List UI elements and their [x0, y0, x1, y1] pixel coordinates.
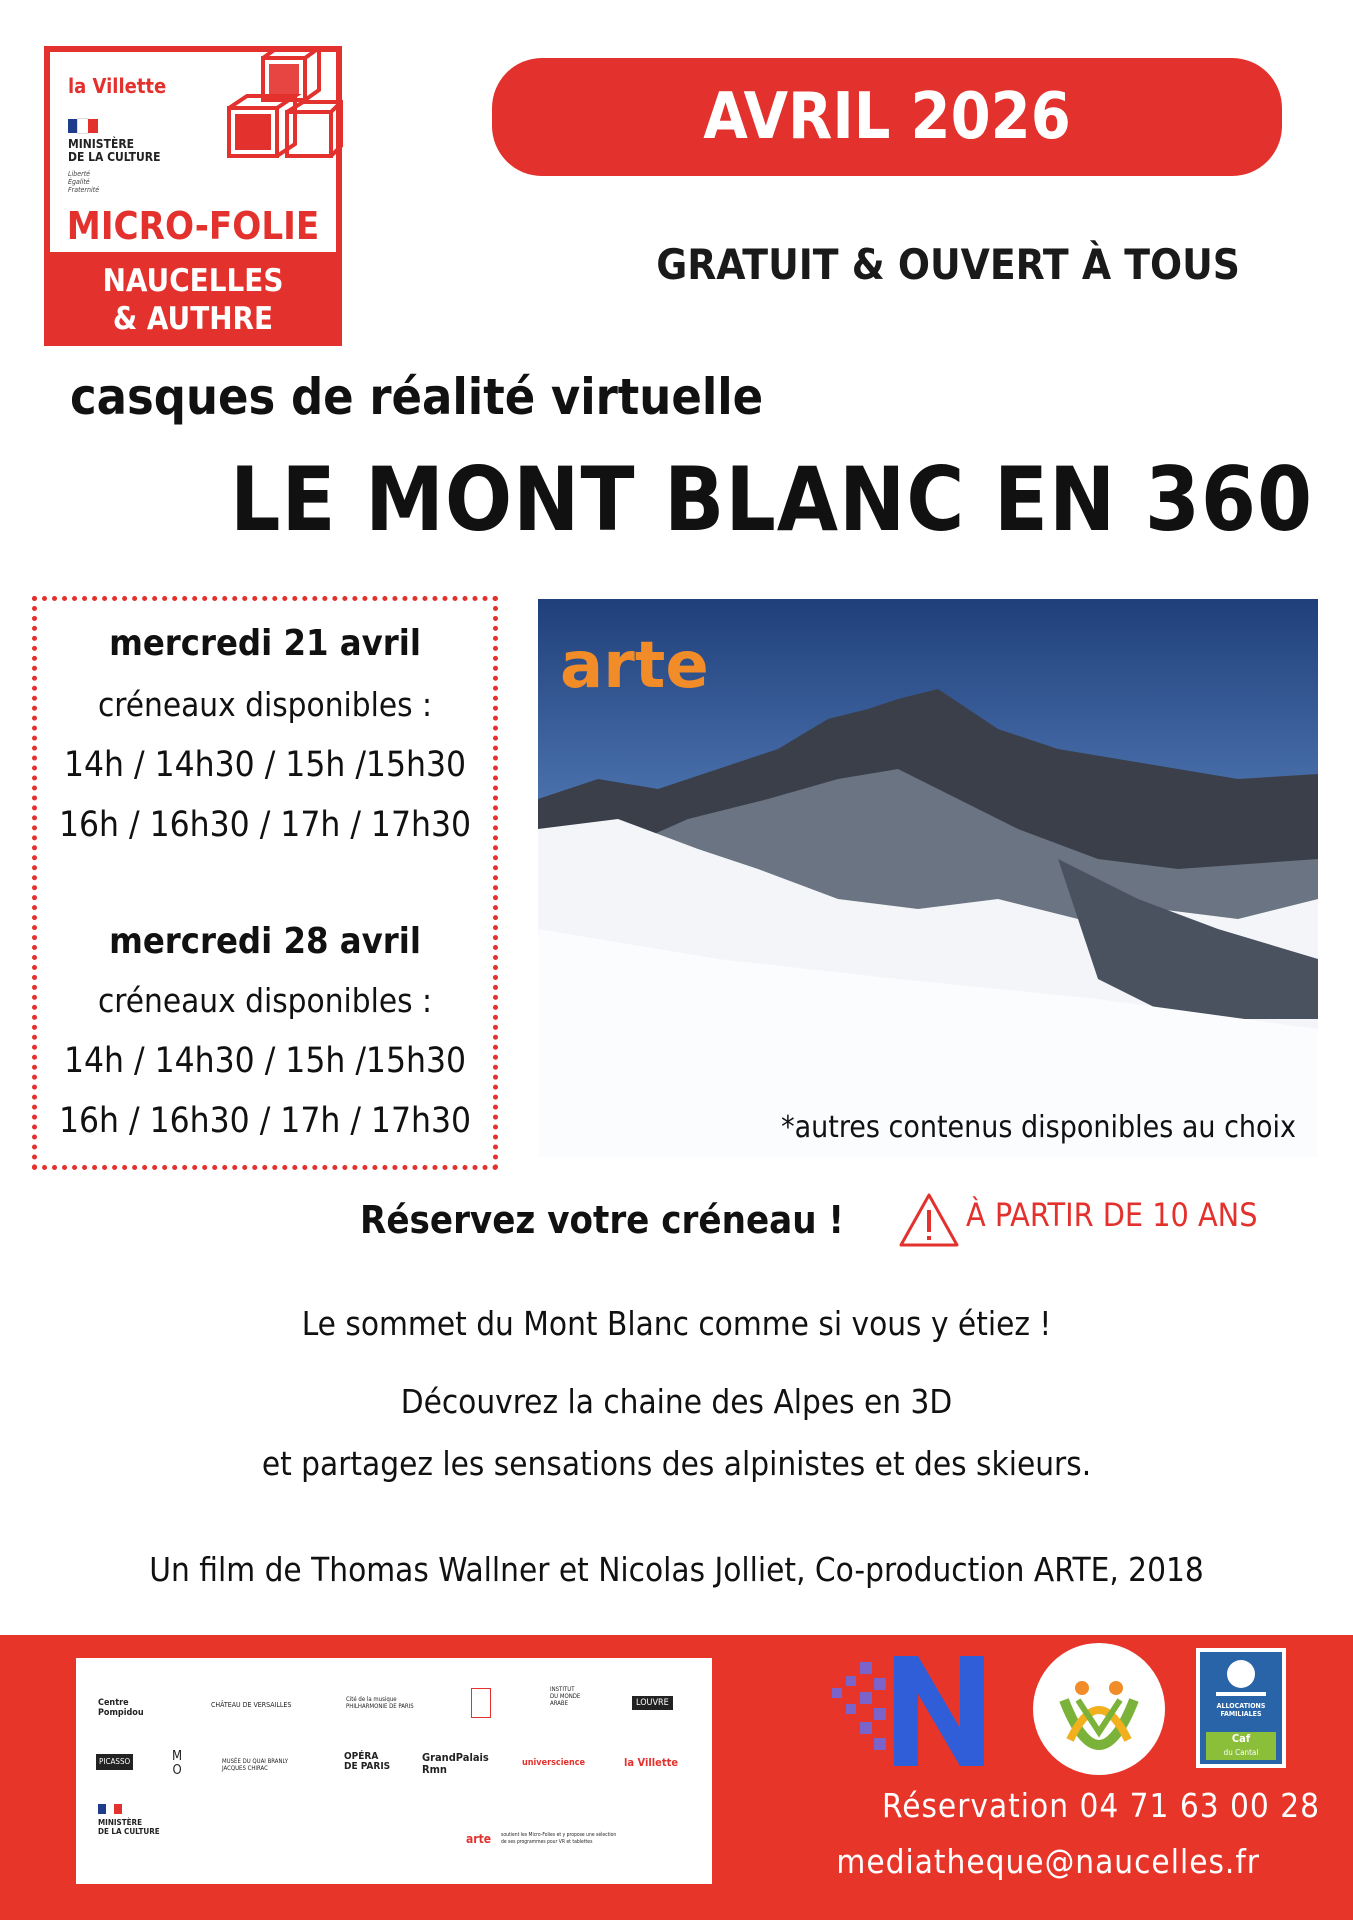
naucelles-line1: NAUCELLES	[102, 263, 284, 299]
schedule-slots: 16h / 16h30 / 17h / 17h30	[58, 1101, 472, 1141]
arte-brand-text: arte	[560, 629, 709, 703]
naucelles-line2: & AUTHRE	[112, 301, 274, 337]
ima-logo: INSTITUT DU MONDE ARABE	[550, 1686, 581, 1707]
grand-palais-logo: GrandPalais Rmn	[422, 1751, 489, 1776]
devise-label: Liberté Égalité Fraternité	[68, 170, 100, 194]
versailles-logo: CHÂTEAU DE VERSAILLES	[211, 1701, 292, 1709]
arte-logo	[560, 629, 709, 703]
louvre-logo: LOUVRE	[632, 1696, 673, 1710]
description-line: Le sommet du Mont Blanc comme si vous y étiez !	[301, 1304, 1052, 1343]
age-restriction-label: À PARTIR DE 10 ANS	[966, 1196, 1258, 1234]
french-flag-icon	[98, 1804, 122, 1814]
reserve-call-to-action: Réservez votre créneau !	[360, 1198, 845, 1242]
centre-social-logo	[1030, 1640, 1168, 1778]
description-line: Découvrez la chaine des Alpes en 3D	[400, 1382, 953, 1421]
subtitle: casques de réalité virtuelle	[70, 368, 764, 426]
philharmonie-logo: Cité de la musique PHILHARMONIE DE PARIS	[346, 1696, 414, 1710]
caf-region: du Cantal	[1223, 1748, 1259, 1757]
mont-blanc-photo	[538, 599, 1318, 1157]
partners-logo-panel	[76, 1658, 712, 1884]
page-title: LE MONT BLANC EN 360	[230, 448, 1314, 551]
schedule-label: créneaux disponibles :	[97, 981, 433, 1020]
caf-brand: Caf	[1231, 1732, 1251, 1745]
micro-folie-logo	[44, 46, 342, 346]
cubes-icon	[225, 52, 343, 176]
schedule-day: mercredi 21 avril	[109, 623, 421, 664]
arte-partner-note: soutient les Micro-Folies et y propose une sélection de ses programmes pour VR et tablettes	[501, 1832, 617, 1845]
gratuit-label: GRATUIT & OUVERT À TOUS	[656, 240, 1240, 289]
arte-partner-logo: arte	[466, 1832, 492, 1846]
la-villette-logo: la Villette	[68, 74, 167, 98]
musee-picasso-logo: PICASSO	[96, 1754, 133, 1770]
date-label: AVRIL 2026	[703, 80, 1071, 154]
micro-folie-label: MICRO-FOLIE	[66, 204, 320, 248]
photo-caption: *autres contenus disponibles au choix	[781, 1110, 1296, 1145]
mediatheque-n-logo	[830, 1648, 1000, 1773]
centre-pompidou-logo: Centre Pompidou	[98, 1698, 144, 1718]
schedule-slots: 14h / 14h30 / 15h /15h30	[63, 745, 467, 785]
caf-label: ALLOCATIONS FAMILIALES	[1216, 1702, 1266, 1718]
description-line: et partagez les sensations des alpinistes et des skieurs.	[261, 1444, 1092, 1483]
film-credits: Un film de Thomas Wallner et Nicolas Jolliet, Co-production ARTE, 2018	[149, 1550, 1204, 1589]
ministere-partner-logo: MINISTÈRE DE LA CULTURE	[98, 1818, 160, 1836]
french-flag-icon	[68, 118, 98, 132]
naucelles-label	[50, 262, 336, 338]
musee-orsay-logo: M O	[172, 1749, 183, 1778]
ministere-culture-label: MINISTÈRE DE LA CULTURE	[68, 137, 161, 164]
schedule-day: mercredi 28 avril	[109, 921, 421, 962]
reservation-phone: Réservation 04 71 63 00 28	[882, 1786, 1320, 1825]
schedule-box	[32, 596, 498, 1170]
caf-logo	[1196, 1648, 1286, 1768]
schedule-label: créneaux disponibles :	[97, 685, 433, 724]
schedule-slots: 16h / 16h30 / 17h / 17h30	[58, 805, 472, 845]
universcience-logo: universcience	[522, 1758, 586, 1768]
palais-porte-doree-icon	[471, 1688, 491, 1718]
contact-email-link[interactable]: mediatheque@naucelles.fr	[836, 1842, 1260, 1881]
opera-paris-logo: OPÉRA DE PARIS	[344, 1751, 391, 1772]
schedule-slots: 14h / 14h30 / 15h /15h30	[63, 1041, 467, 1081]
villette-partner-logo: la Villette	[624, 1756, 679, 1769]
warning-icon	[898, 1192, 960, 1248]
quai-branly-logo: MUSÉE DU QUAI BRANLY JACQUES CHIRAC	[222, 1758, 289, 1772]
